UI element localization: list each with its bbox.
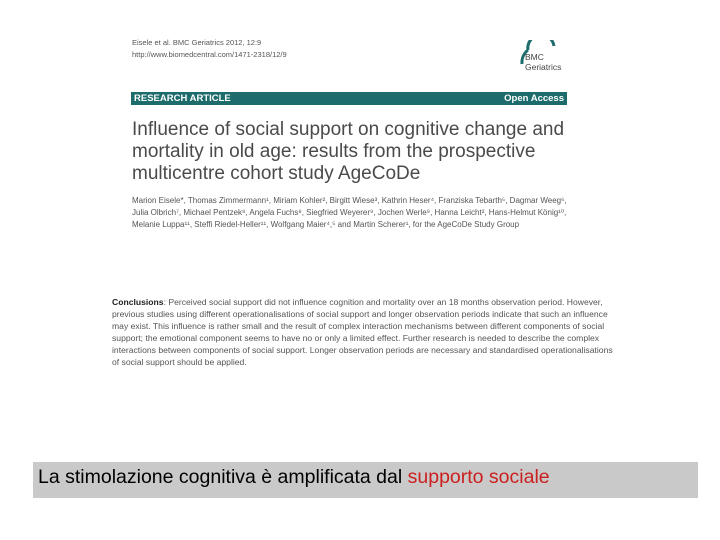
article-type-bar (131, 92, 567, 105)
article-title: Influence of social support on cognitive change and mortality in old age: results from the prospective multicentre cohort study AgeCoDe (132, 119, 565, 184)
logo-bmc-label: BMC (525, 52, 544, 62)
article-citation (132, 37, 287, 61)
conclusions-paragraph (112, 296, 622, 369)
conclusions-label: Conclusions (112, 297, 164, 307)
open-access-label: Open Access (504, 93, 564, 104)
caption-highlight: supporto sociale (407, 466, 550, 488)
author-list: Marion Eisele*, Thomas Zimmermann¹, Miriam Kohler², Birgitt Wiese³, Kathrin Heser⁴, Franziska Tebarth⁵, Dagmar Weeg⁶, Julia Olbrich⁷, Michael Pentzek⁸, Angela Fuchs⁸, Siegfried Weyerer⁹, Jochen Werle⁹, Hanna Leicht², Hans-Helmut König¹⁰, Melanie Luppa¹¹, Steffi Riedel-Heller¹¹, Wolfgang Maier⁴,⁵ and Martin Scherer¹, for the AgeCoDe Study Group (132, 196, 567, 230)
slide-caption (33, 462, 698, 498)
logo-journal-label: Geriatrics (525, 62, 562, 72)
bmc-logo (514, 40, 574, 76)
article-type-label: RESEARCH ARTICLE (134, 93, 231, 104)
caption-text: La stimolazione cognitiva è amplificata dal (38, 466, 408, 488)
citation-journal: Eisele et al. BMC Geriatrics 2012, 12:9 (132, 38, 262, 47)
conclusions-text: : Perceived social support did not influence cognition and mortality over an 18 months observation period. However, previous studies using different operationalisations of social support and longer observation periods indicate that such an influence may exist. This influence is rather small and the result of complex interaction mechanisms between different components of social support; the emotional component seems to have no or only a limited effect. Further research is needed to describe the complex interactions between components of social support. Longer observation periods are necessary and standardised operationalisations of social support should be applied. (112, 297, 613, 368)
citation-url: http://www.biomedcentral.com/1471-2318/12/9 (132, 50, 287, 59)
